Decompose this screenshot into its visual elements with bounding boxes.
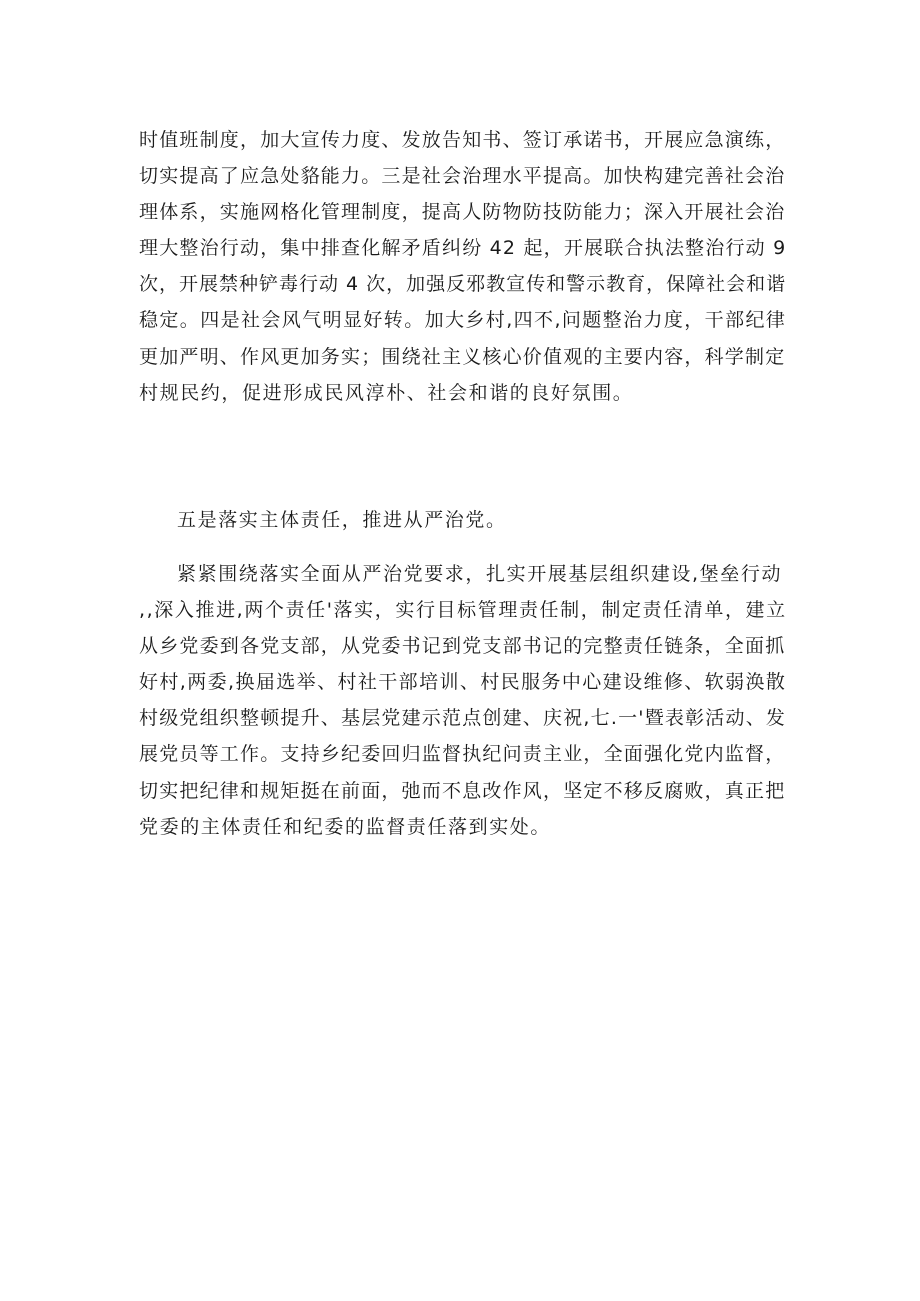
text-line: 时值班制度，加大宣传力度、发放告知书、签订承诺书，开展应急演练， <box>139 129 786 151</box>
text-line: 更加严明、作风更加务实；围绕社主义核心价值观的主要内容，科学制定 <box>139 345 786 368</box>
text-line: 理体系，实施网格化管理制度，提高人防物防技防能力；深入开展社会治 <box>139 201 786 224</box>
paragraph-party-governance <box>139 556 789 845</box>
text-line: 稳定。四是社会风气明显好转。加大乡村,四不,问题整治力度，干部纪律 <box>139 309 787 332</box>
text-line: ,,深入推进,两个责任'落实，实行目标管理责任制，制定责任清单，建立 <box>139 599 787 622</box>
text-line: 切实提高了应急处貉能力。三是社会治理水平提高。加快构建完善社会治 <box>139 165 786 188</box>
text-line: 从乡党委到各党支部，从党委书记到党支部书记的完整责任链条，全面抓 <box>139 635 786 658</box>
paragraph-social-governance <box>139 122 789 411</box>
text-line: 好村,两委,换届选举、村社干部培训、村民服务中心建设维修、软弱涣散 <box>139 671 787 694</box>
section-heading-text: 五是落实主体责任，推进从严治党。 <box>177 509 507 531</box>
text-line: 次，开展禁种铲毒行动 4 次，加强反邪教宣传和警示教育，保障社会和谐 <box>139 273 787 296</box>
text-line: 党委的主体责任和纪委的监督责任落到实处。 <box>139 815 552 838</box>
section-heading <box>139 502 789 538</box>
text-line: 展党员等工作。支持乡纪委回归监督执纪问责主业，全面强化党内监督， <box>139 743 786 766</box>
text-line: 理大整治行动，集中排查化解矛盾纠纷 42 起，开展联合执法整治行动 9 <box>139 237 787 260</box>
text-line: 村级党组织整顿提升、基层党建示范点创建、庆祝,七.一'暨表彰活动、发 <box>139 707 787 730</box>
text-line: 紧紧围绕落实全面从严治党要求，扎实开展基层组织建设,堡垒行动 <box>177 563 783 585</box>
text-line: 村规民约，促进形成民风淳朴、社会和谐的良好氛围。 <box>139 381 634 404</box>
text-line: 切实把纪律和规矩挺在前面，弛而不息改作风，坚定不移反腐败，真正把 <box>139 779 786 802</box>
